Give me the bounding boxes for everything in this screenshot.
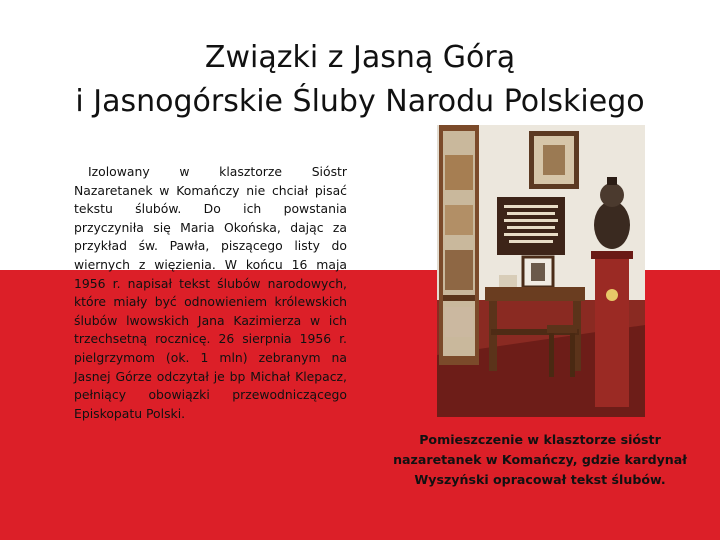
room-photo <box>437 125 645 417</box>
title-line-2: i Jasnogórskie Śluby Narodu Polskiego <box>75 84 645 119</box>
slide-title <box>0 36 720 124</box>
photo-caption: Pomieszczenie w klasztorze sióstr nazaretanek w Komańczy, gdzie kardynał Wyszyński opracował tekst ślubów. <box>393 432 687 487</box>
body-paragraph: Izolowany w klasztorze Sióstr Nazaretanek w Komańczy nie chciał pisać tekstu ślubów. Do ich powstania przyczyniła się Maria Okońska, dając za przykład św. Pawła, piszącego listy do wiernych z więzienia. W końcu 16 maja 1956 r. napisał tekst ślubów narodowych, które miały być odnowieniem królewskich ślubów lwowskich Jana Kazimierza w ich trzechsetną rocznicę. 26 sierpnia 1956 r. pielgrzymom (ok. 1 mln) zebranym na Jasnej Górze odczytał je bp Michał Klepacz, pełniący obowiązki przewodniczącego Episkopatu Polski. <box>74 164 347 421</box>
title-line-1: Związki z Jasną Górą <box>204 40 516 75</box>
